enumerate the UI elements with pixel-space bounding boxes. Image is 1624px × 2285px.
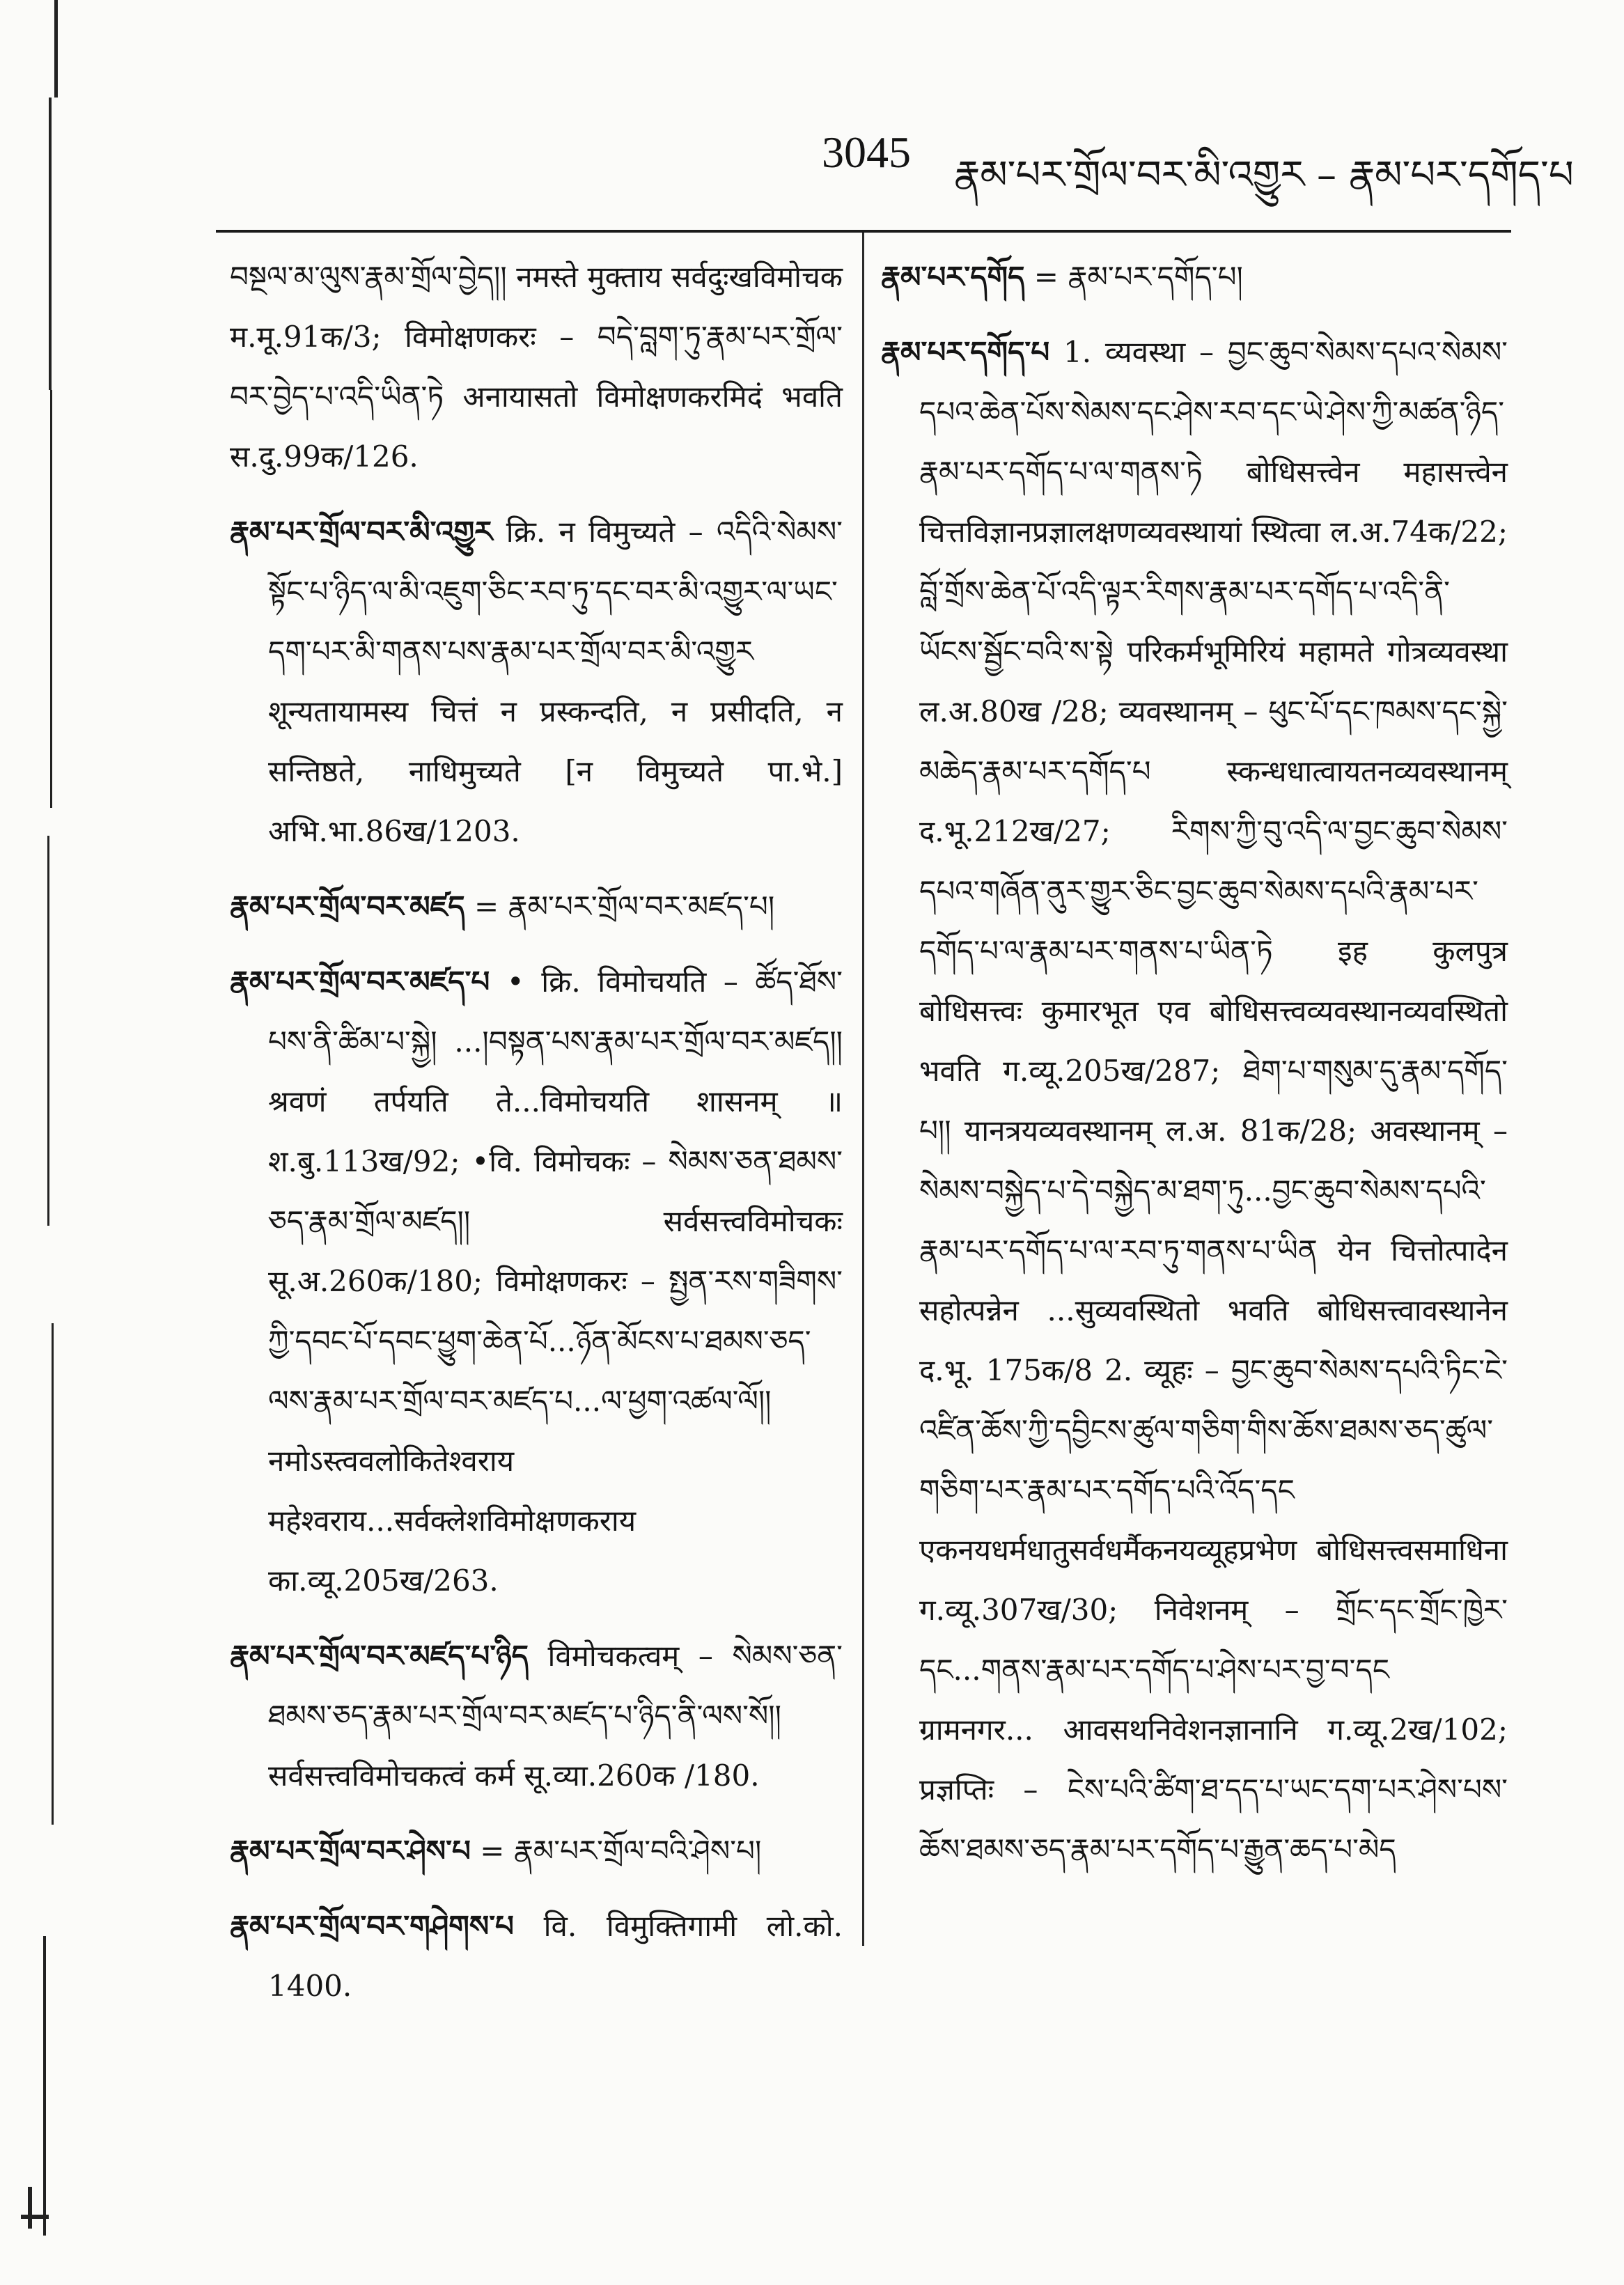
definition: विमोचकत्वम् – སེམས་ཅན་ཐམས་ཅད་རྣམ་པར་གྲོལ་བར་མཛད་པ་ཉིད་ནི་ལས་སོ།། सर्वसत्त्वविमोचकत्वं कर्म सू.व्या.260क /180.	[268, 1639, 843, 1793]
headword: རྣམ་པར་གྲོལ་བར་མཛད	[230, 889, 465, 923]
left-column	[230, 247, 843, 2031]
headword: རྣམ་པར་གྲོལ་བར་གཤེགས་པ	[230, 1909, 514, 1943]
page-number: 3045	[822, 127, 911, 177]
headword: རྣམ་པར་གྲོལ་བར་མི་འགྱུར	[230, 515, 493, 549]
definition: = རྣམ་པར་གྲོལ་བར་མཛད་པ།	[474, 889, 775, 923]
headword: རྣམ་པར་གྲོལ་བར་མཛད་པ་ཉིད	[230, 1639, 529, 1673]
definition: = རྣམ་པར་གྲོལ་བའི་ཤེས་པ།	[480, 1834, 762, 1868]
entry	[230, 1896, 843, 2016]
entry	[881, 322, 1508, 1880]
headword: རྣམ་པར་གྲོལ་བར་མཛད་པ	[230, 965, 490, 999]
definition: वि. विमुक्तिगामी लो.को. 1400.	[268, 1909, 843, 2003]
headword: རྣམ་པར་དགོད་པ	[881, 335, 1050, 369]
definition: 1. व्यवस्था – བྱང་ཆུབ་སེམས་དཔའ་སེམས་དཔའ་ཆེན་པོས་སེམས་དང་ཤེས་རབ་དང་ཡེ་ཤེས་ཀྱི་མཚན་ཉིད་རྣམ་པར་དགོད་པ་ལ་གནས་ཏེ बोधिसत्त्वेन महासत्त्वेन चित्तविज्ञानप्रज्ञालक्षणव्यवस्थायां स्थित्वा ल.अ.74क/22; བློ་གྲོས་ཆེན་པོ་འདི་ལྟར་རིགས་རྣམ་པར་དགོད་པ་འདི་ནི་ཡོངས་སྦྱོང་བའི་ས་སྟེ परिकर्मभूमिरियं महामते गोत्रव्यवस्था ल.अ.80ख /28; व्यवस्थानम् – ཕུང་པོ་དང་ཁམས་དང་སྐྱེ་མཆེད་རྣམ་པར་དགོད་པ स्कन्धधात्वायतनव्यवस्थानम् द.भू.212ख/27; རིགས་ཀྱི་བུ་འདི་ལ་བྱང་ཆུབ་སེམས་དཔའ་གཞོན་ནུར་གྱུར་ཅིང་བྱང་ཆུབ་སེམས་དཔའི་རྣམ་པར་དགོད་པ་ལ་རྣམ་པར་གནས་པ་ཡིན་ཏེ इह कुलपुत्र बोधिसत्त्वः कुमारभूत एव बोधिसत्त्वव्यवस्थानव्यवस्थितो भवति ग.व्यू.205ख/287; ཐེག་པ་གསུམ་དུ་རྣམ་དགོད་པ།། यानत्रयव्यवस्थानम् ल.अ. 81क/28; अवस्थानम् – སེམས་བསྐྱེད་པ་དེ་བསྐྱེད་མ་ཐག་ཏུ...བྱང་ཆུབ་སེམས་དཔའི་རྣམ་པར་དགོད་པ་ལ་རབ་ཏུ་གནས་པ་ཡིན येन चित्तोत्पादेन सहोत्पन्नेन ...सुव्यवस्थितो भवति बोधिसत्त्वावस्थानेन द.भू. 175क/8 2. व्यूहः – བྱང་ཆུབ་སེམས་དཔའི་ཏིང་ངེ་འཛིན་ཆོས་ཀྱི་དབྱིངས་ཚུལ་གཅིག་གིས་ཆོས་ཐམས་ཅད་ཚུལ་གཅིག་པར་རྣམ་པར་དགོད་པའི་འོད་དང एकनयधर्मधातुसर्वधर्मैकनयव्यूहप्रभेण बोधिसत्त्वसमाधिना ग.व्यू.307ख/30; निवेशनम् – གྲོང་དང་གྲོང་ཁྱེར་དང...གནས་རྣམ་པར་དགོད་པ་ཤེས་པར་བྱ་བ་དང ग्रामनगर... आवसथनिवेशनज्ञानानि ग.व्यू.2ख/102; प्रज्ञप्तिः – ངེས་པའི་ཚིག་ཐ་དད་པ་ཡང་དག་པར་ཤེས་པས་ཆོས་ཐམས་ཅད་རྣམ་པར་དགོད་པ་རྒྱུན་ཆད་པ་མེད	[919, 335, 1508, 1866]
entry	[230, 877, 843, 937]
definition: • क्रि. विमोचयति – ཚོད་ཐོས་པས་ནི་ཚིམ་པ་སྐྱེ། ...།བསྟན་པས་རྣམ་པར་གྲོལ་བར་མཛད།། श्रवणं तर्पयति ते...विमोचयति शासनम् ॥ श.बु.113ख/92; •वि. विमोचकः – སེམས་ཅན་ཐམས་ཅད་རྣམ་གྲོལ་མཛད།། सर्वसत्त्वविमोचकः सू.अ.260क/180; विमोक्षणकरः – སྤྱན་རས་གཟིགས་ཀྱི་དབང་པོ་དབང་ཕྱུག་ཆེན་པོ...ཉོན་མོངས་པ་ཐམས་ཅད་ལས་རྣམ་པར་གྲོལ་བར་མཛད་པ...ལ་ཕྱག་འཚལ་ལོ།། नमोऽस्त्ववलोकितेश्वराय महेश्वराय...सर्वक्लेशविमोक्षणकराय का.व्यू.205ख/263.	[268, 965, 843, 1598]
definition: = རྣམ་པར་དགོད་པ།	[1033, 260, 1243, 294]
column-divider	[862, 233, 864, 1946]
right-column	[881, 247, 1508, 1895]
headword: རྣམ་པར་དགོད	[881, 260, 1025, 294]
entry: བསྔལ་མ་ལུས་རྣམ་གྲོལ་བྱེད།། नमस्ते मुक्ताय सर्वदुःखविमोचक म.मू.91क/3; विमोक्षणकरः – བདེ་བླག་ཏུ་རྣམ་པར་གྲོལ་བར་བྱེད་པ་འདི་ཡིན་ཏེ अनायासतो विमोक्षणकरमिदं भवति स.दु.99क/126.	[230, 260, 843, 474]
entry	[230, 1626, 843, 1806]
scan-binding-artifacts	[0, 0, 84, 2285]
running-head: རྣམ་པར་གྲོལ་བར་མི་འགྱུར – རྣམ་པར་དགོད་པ	[954, 153, 1574, 198]
entry	[230, 502, 843, 861]
definition: क्रि. न विमुच्यते – འདིའི་སེམས་སྟོང་པ་ཉིད་ལ་མི་འཇུག་ཅིང་རབ་ཏུ་དང་བར་མི་འགྱུར་ལ་ཡང་དག་པར་མི་གནས་པས་རྣམ་པར་གྲོལ་བར་མི་འགྱུར शून्यतायामस्य चित्तं न प्रस्कन्दति, न प्रसीदति, न सन्तिष्ठते, नाधिमुच्यते [न विमुच्यते पा.भे.] अभि.भा.86ख/1203.	[268, 515, 843, 848]
page-header	[822, 127, 1574, 198]
headword: རྣམ་པར་གྲོལ་བར་ཤེས་པ	[230, 1834, 471, 1868]
entry	[881, 247, 1508, 307]
entry	[230, 1821, 843, 1881]
entry	[230, 952, 843, 1611]
